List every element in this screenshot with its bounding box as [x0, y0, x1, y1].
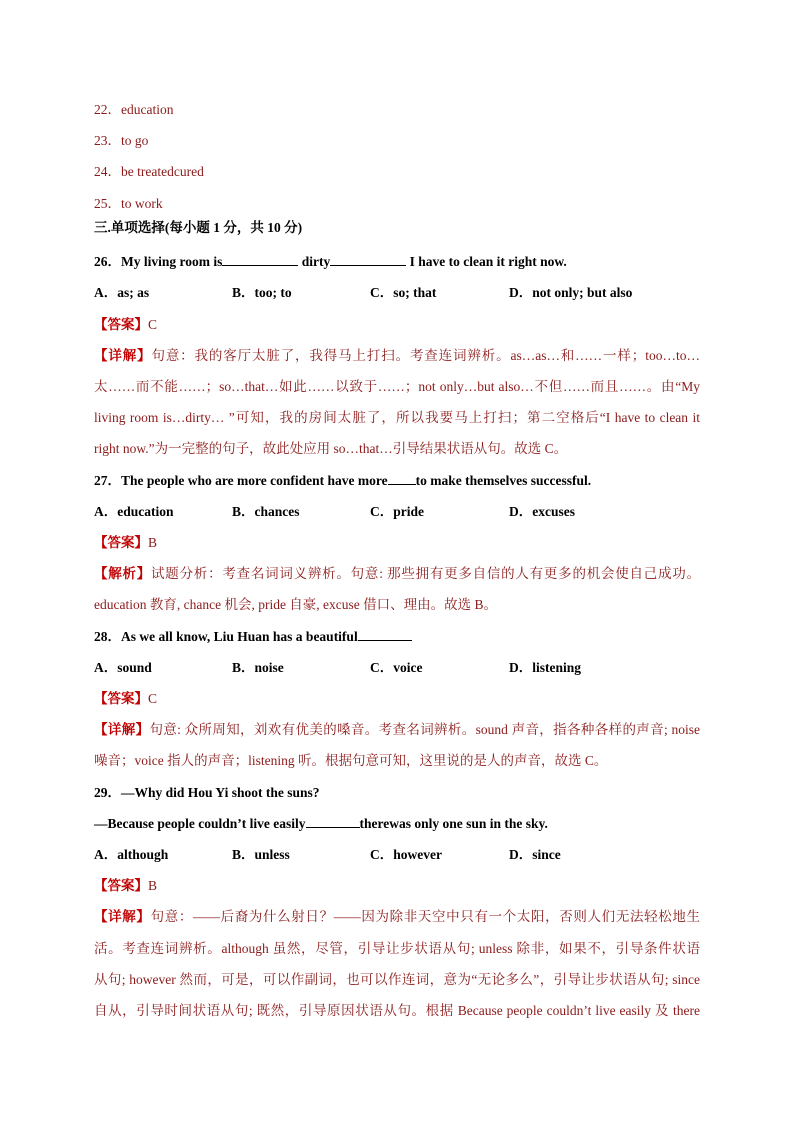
answer-tag: 【答案】 — [94, 691, 148, 706]
answer-23: 23．to go — [94, 133, 149, 148]
answer-tag: 【答案】 — [94, 878, 148, 893]
q28-blank — [358, 628, 412, 641]
q29-option-b: B．unless — [232, 847, 290, 862]
q26-detail-line-3: living room is…dirty… ”可知，我的房间太脏了，所以我要马上打扫；第二空格后“I have to clean it — [94, 410, 700, 425]
section-title: 三.单项选择(每小题 1 分，共 10 分) — [94, 220, 303, 235]
q29-blank — [306, 815, 360, 828]
q27-option-d: D．excuses — [509, 504, 575, 519]
q26-detail-line-2: 太……而不能……；so…that…如此……以致于……；not only…but also…不但……而且……。由“My — [94, 379, 700, 394]
q28-stem-part-a: 28．As we all know, Liu Huan has a beautiful — [94, 629, 358, 644]
q28-option-a: A．sound — [94, 660, 152, 675]
q29-detail-line-1 — [94, 907, 700, 927]
q29-detail-line-2: 活。考查连词辨析。although 虽然，尽管，引导让步状语从句; unless 除非，如果不，引导条件状语 — [94, 941, 700, 956]
q29-option-a: A．although — [94, 847, 169, 862]
question-26-stem — [94, 252, 700, 272]
q27-detail-line-1 — [94, 564, 700, 584]
q28-option-b: B．noise — [232, 660, 284, 675]
q27-option-c: C．pride — [370, 504, 424, 519]
detail-text: 试题分析：考查名词词义辨析。句意: 那些拥有更多自信的人有更多的机会使自己成功。 — [151, 566, 701, 581]
answer-25: 25．to work — [94, 196, 163, 211]
detail-text: 句意: 众所周知，刘欢有优美的嗓音。考查名词辨析。sound 声音，指各种各样的声音; noise — [149, 722, 700, 737]
q26-blank-2 — [330, 253, 406, 266]
q27-detail-line-2: education 教育, chance 机会, pride 自豪, excuse 借口、理由。故选 B。 — [94, 597, 498, 612]
question-28-stem — [94, 627, 700, 647]
detail-tag: 【详解】 — [94, 348, 152, 363]
detail-text: 句意：我的客厅太脏了，我得马上打扫。考查连词辨析。as…as…和……一样；too…to… — [151, 348, 701, 363]
q29-detail-line-4: 自从，引导时间状语从句; 既然，引导原因状语从句。根据 Because people couldn’t live easily 及 there — [94, 1003, 700, 1018]
q27-option-a: A．education — [94, 504, 174, 519]
q29-stem-part-a: —Because people couldn’t live easily — [94, 816, 306, 831]
q26-stem-part-b: dirty — [301, 254, 331, 269]
q26-option-c: C．so; that — [370, 285, 437, 300]
q26-option-a: A．as; as — [94, 285, 150, 300]
q26-option-b: B．too; to — [232, 285, 292, 300]
q29-answer — [94, 876, 700, 896]
q26-blank-1 — [222, 253, 298, 266]
q29-detail-line-3: 从句; however 然而，可是，可以作副词，也可以作连词，意为“无论多么”，引导让步状语从句; since — [94, 972, 700, 987]
detail-tag: 【解析】 — [94, 566, 152, 581]
q28-answer — [94, 689, 700, 709]
q29-option-d: D．since — [509, 847, 561, 862]
answer-value: C — [148, 691, 158, 706]
q28-detail-line-1 — [94, 720, 700, 740]
q29-option-c: C．however — [370, 847, 442, 862]
detail-text: 句意：——后裔为什么射日？——因为除非天空中只有一个太阳，否则人们无法轻松地生 — [150, 909, 701, 924]
q29-stem-part-b: therewas only one sun in the sky. — [359, 816, 548, 831]
answer-24: 24．be treatedcured — [94, 164, 204, 179]
q27-blank — [388, 472, 416, 485]
q26-detail-line-4: right now.”为一完整的句子，故此处应用 so…that…引导结果状语从句。故选 C。 — [94, 441, 568, 456]
q26-detail-line-1 — [94, 346, 700, 366]
question-29-stem-line-2 — [94, 814, 700, 834]
q27-stem-part-b: to make themselves successful. — [415, 473, 592, 488]
q26-stem-part-a: 26．My living room is — [94, 254, 223, 269]
answer-22: 22．education — [94, 102, 174, 117]
detail-tag: 【详解】 — [94, 722, 150, 737]
answer-value: B — [148, 535, 158, 550]
q26-option-d: D．not only; but also — [509, 285, 633, 300]
q28-detail-line-2: 噪音；voice 指人的声音；listening 听。根据句意可知，这里说的是人的声音，故选 C。 — [94, 753, 608, 768]
detail-tag: 【详解】 — [94, 909, 151, 924]
answer-tag: 【答案】 — [94, 535, 148, 550]
q27-answer — [94, 533, 700, 553]
answer-tag: 【答案】 — [94, 317, 148, 332]
question-27-stem — [94, 471, 700, 491]
q27-stem-part-a: 27．The people who are more confident have more — [94, 473, 388, 488]
q28-option-c: C．voice — [370, 660, 423, 675]
answer-value: B — [148, 878, 158, 893]
question-29-stem-line-1: 29．—Why did Hou Yi shoot the suns? — [94, 785, 320, 800]
q28-option-d: D．listening — [509, 660, 582, 675]
answer-value: C — [148, 317, 158, 332]
q26-answer — [94, 315, 700, 335]
q27-option-b: B．chances — [232, 504, 300, 519]
q26-stem-part-c: I have to clean it right now. — [409, 254, 567, 269]
